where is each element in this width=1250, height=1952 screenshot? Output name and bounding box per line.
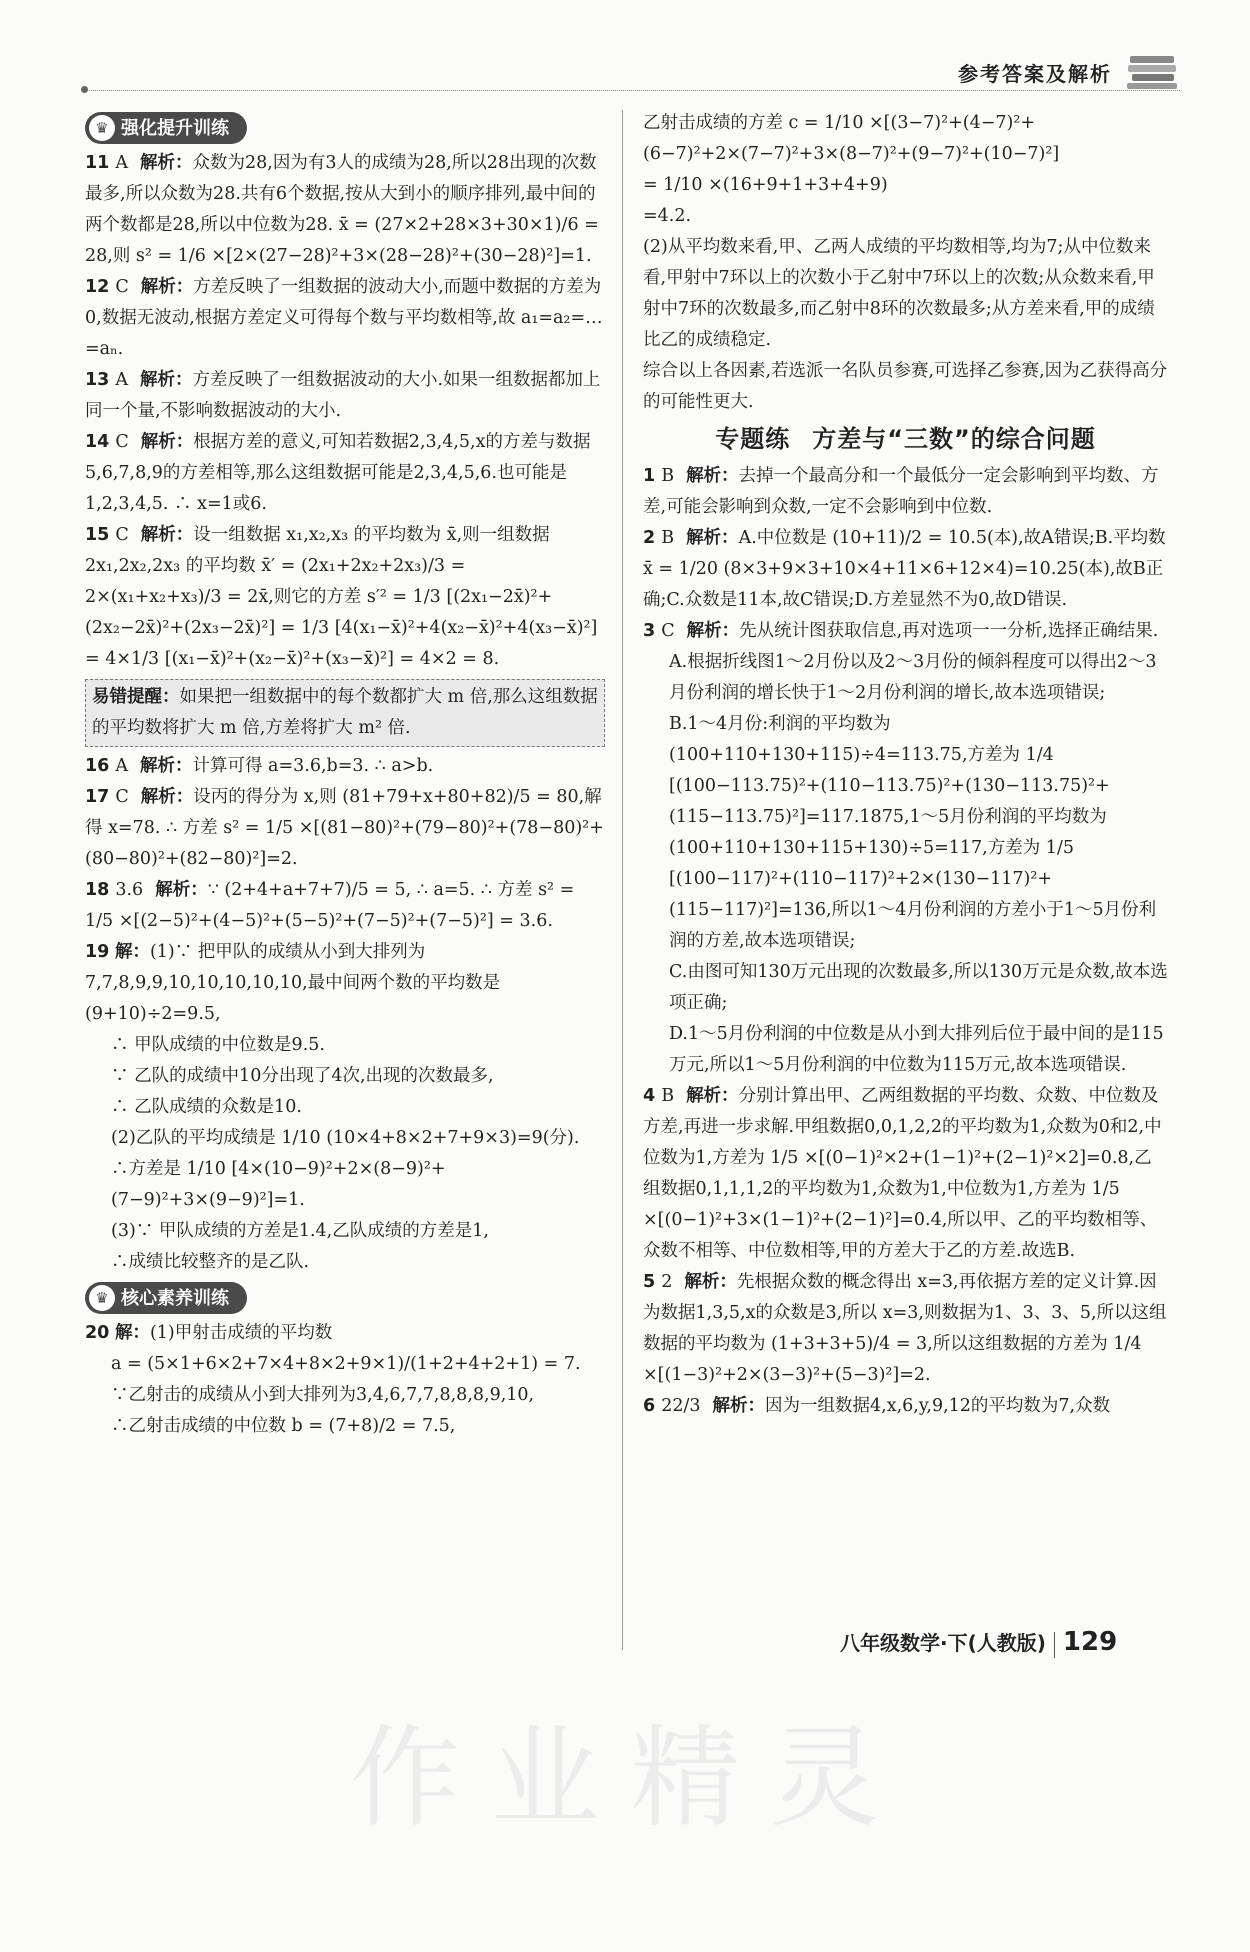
question-number: 3 xyxy=(643,621,656,641)
question-number: 20 xyxy=(85,1323,110,1343)
analysis-label: 解析： xyxy=(140,432,194,452)
section-banner-strengthen xyxy=(85,112,247,144)
section-title xyxy=(643,424,1168,455)
left-column xyxy=(85,108,605,1442)
solution-line: 乙射击成绩的方差 c = 1/10 ×[(3−7)²+(4−7)²+(6−7)²+2×(7−7)²+3×(8−7)²+(9−7)²+(10−7)²] xyxy=(643,113,1060,164)
column-divider xyxy=(622,110,623,1650)
answer-choice: B xyxy=(661,528,675,548)
analysis-label: 解析： xyxy=(140,370,193,390)
analysis-label: 解析： xyxy=(140,277,194,297)
solution-line: ∵ 乙队的成绩中10分出现了4次,出现的次数最多, xyxy=(111,1066,494,1086)
question-19 xyxy=(85,937,605,1278)
analysis-text: A.中位数是 (10+11)/2 = 10.5(本),故A错误;B.平均数 x̄ = 1/20 (8×3+9×3+10×4+11×6+12×4)=10.25(本),故B正确;C.众数是11本,故C错误;D.方差显然不为0,故D错误. xyxy=(643,528,1166,610)
analysis-label: 解析： xyxy=(686,621,740,641)
question-number: 14 xyxy=(85,432,110,452)
books-icon xyxy=(1126,52,1180,92)
analysis-label: 解析： xyxy=(155,880,208,900)
solution-line: (1)∵ 把甲队的成绩从小到大排列为7,7,8,9,9,10,10,10,10,10,最中间两个数的平均数是(9+10)÷2=9.5, xyxy=(85,942,501,1024)
analysis-label: 解析： xyxy=(684,1272,737,1292)
page-footer xyxy=(840,1627,1117,1658)
answer-choice: C xyxy=(661,621,675,641)
section-title-prefix: 专题练 xyxy=(715,425,791,453)
analysis-text: 计算可得 a=3.6,b=3. ∴ a>b. xyxy=(192,756,434,776)
answer-choice: A xyxy=(115,370,128,390)
answer-choice: B xyxy=(661,1086,675,1106)
tip-text: 如果把一组数据中的每个数都扩大 m 倍,那么这组数据的平均数将扩大 m 倍,方差将扩大 m² 倍. xyxy=(92,687,598,738)
section-banner-core xyxy=(85,1282,247,1314)
answer-choice: B xyxy=(661,466,675,486)
banner-label: 核心素养训练 xyxy=(121,1287,229,1309)
answer-choice: A xyxy=(115,153,128,173)
question-number: 2 xyxy=(643,528,656,548)
solution-line: ∴成绩比较整齐的是乙队. xyxy=(111,1252,310,1272)
analysis-label: 解析： xyxy=(140,153,193,173)
q3-options xyxy=(643,647,1168,1081)
answer-choice: 22/3 xyxy=(661,1396,701,1416)
analysis-label: 解析： xyxy=(140,787,194,807)
question-item xyxy=(643,1081,1168,1267)
question-item xyxy=(85,782,605,875)
question-item xyxy=(643,1267,1168,1391)
solution-line: ∵乙射击的成绩从小到大排列为3,4,6,7,7,8,8,8,9,10, xyxy=(111,1385,535,1405)
header-dot xyxy=(81,86,88,93)
solution-label: 解： xyxy=(114,1323,150,1343)
book-title: 八年级数学·下(人教版) xyxy=(840,1631,1046,1655)
answer-choice: 3.6 xyxy=(115,880,144,900)
question-number: 4 xyxy=(643,1086,656,1106)
answer-choice: C xyxy=(115,432,129,452)
tip-label: 易错提醒： xyxy=(92,687,180,707)
question-number: 17 xyxy=(85,787,110,807)
analysis-label: 解析： xyxy=(712,1396,765,1416)
option-line: D.1～5月份利润的中位数是从小到大排列后位于最中间的是115万元,所以1～5月份利润的中位数为115万元,故本选项错误. xyxy=(669,1024,1164,1075)
question-number: 1 xyxy=(643,466,656,486)
question-item xyxy=(643,1391,1168,1422)
solution-line: ∴乙射击成绩的中位数 b = (7+8)/2 = 7.5, xyxy=(111,1416,456,1436)
crown-icon: ♛ xyxy=(89,115,115,141)
footer-separator xyxy=(1054,1632,1055,1658)
question-20 xyxy=(85,1318,605,1442)
question-number: 18 xyxy=(85,880,110,900)
analysis-label: 解析： xyxy=(140,525,194,545)
solution-line: 综合以上各因素,若选派一名队员参赛,可选择乙参赛,因为乙获得高分的可能性更大. xyxy=(643,361,1168,412)
analysis-label: 解析： xyxy=(140,756,193,776)
analysis-text: 设一组数据 x₁,x₂,x₃ 的平均数为 x̄,则一组数据 2x₁,2x₂,2x₃ 的平均数 x̄′ = (2x₁+2x₂+2x₃)/3 = 2×(x₁+x₂+x₃)/3 = 2x̄,则它的方差 s′² = 1/3 [(2x₁−2x̄)²+(2x₂−2x̄)²+(2x₃−2x̄)²] = 1/3 [4(x₁−x̄)²+4(x₂−x̄)²+4(x₃−x̄)²] = 4×1/3 [(x₁−x̄)²+(x₂−x̄)²+(x₃−x̄)²] = 4×2 = 8. xyxy=(85,525,598,669)
analysis-label: 解析： xyxy=(686,466,739,486)
question-number: 16 xyxy=(85,756,110,776)
analysis-text: 先根据众数的概念得出 x=3,再依据方差的定义计算.因为数据1,3,5,x的众数是3,所以 x=3,则数据为1、3、3、5,所以这组数据的平均数为 (1+3+3+5)/4 = 3,所以这组数据的方差为 1/4 ×[(1−3)²+2×(3−3)²+(5−3)²]=2. xyxy=(643,1272,1167,1385)
header-title: 参考答案及解析 xyxy=(958,62,1112,86)
solution-line: (1)甲射击成绩的平均数 xyxy=(149,1323,333,1343)
crown-icon: ♛ xyxy=(89,1285,115,1311)
page-number: 129 xyxy=(1062,1627,1118,1657)
question-item xyxy=(85,365,605,427)
solution-line: = 1/10 ×(16+9+1+3+4+9) xyxy=(643,175,888,195)
answer-choice: C xyxy=(115,787,129,807)
question-item xyxy=(643,616,1168,647)
solution-line: (2)乙队的平均成绩是 1/10 (10×4+8×2+7+9×3)=9(分). xyxy=(111,1128,580,1148)
analysis-text: 先从统计图获取信息,再对选项一一分析,选择正确结果. xyxy=(739,621,1159,641)
solution-line: a = (5×1+6×2+7×4+8×2+9×1)/(1+2+4+2+1) = 7. xyxy=(111,1354,581,1374)
analysis-text: ∵ (2+4+a+7+7)/5 = 5, ∴ a=5. ∴ 方差 s² = 1/5 ×[(2−5)²+(4−5)²+(5−5)²+(7−5)²+(7−5)²] = 3.6. xyxy=(85,880,575,931)
solution-line: (3)∵ 甲队成绩的方差是1.4,乙队成绩的方差是1, xyxy=(111,1221,489,1241)
question-item xyxy=(85,520,605,675)
analysis-label: 解析： xyxy=(686,1086,739,1106)
solution-line: (2)从平均数来看,甲、乙两人成绩的平均数相等,均为7;从中位数来看,甲射中7环以上的次数小于乙射中7环以上的次数;从众数来看,甲射中7环的次数最多,而乙射中8环的次数最多;从方差来看,甲的成绩比乙的成绩稳定. xyxy=(643,237,1155,350)
question-number: 13 xyxy=(85,370,110,390)
option-line: C.由图可知130万元出现的次数最多,所以130万元是众数,故本选项正确; xyxy=(669,962,1168,1013)
question-number: 15 xyxy=(85,525,110,545)
page-header xyxy=(85,52,1180,92)
solution-line: ∴ 甲队成绩的中位数是9.5. xyxy=(111,1035,325,1055)
question-item xyxy=(85,875,605,937)
analysis-text: 去掉一个最高分和一个最低分一定会影响到平均数、方差,可能会影响到众数,一定不会影响到中位数. xyxy=(643,466,1159,517)
error-tip-box xyxy=(85,679,605,747)
q20-continuation xyxy=(643,108,1168,418)
solution-line: ∴ 乙队成绩的众数是10. xyxy=(111,1097,302,1117)
question-number: 6 xyxy=(643,1396,656,1416)
solution-line: ∴方差是 1/10 [4×(10−9)²+2×(8−9)²+(7−9)²+3×(9−9)²]=1. xyxy=(111,1159,446,1210)
answer-choice: A xyxy=(115,756,128,776)
question-item xyxy=(85,427,605,520)
answer-choice: 2 xyxy=(661,1272,673,1292)
watermark: 作业精灵 xyxy=(350,1714,910,1842)
answer-choice: C xyxy=(115,277,129,297)
analysis-text: 分别计算出甲、乙两组数据的平均数、众数、中位数及方差,再进一步求解.甲组数据0,0,1,2,2的平均数为1,众数为0和2,中位数为1,方差为 1/5 ×[(0−1)²×2+(1−1)²+(2−1)²×2]=0.8,乙组数据0,1,1,1,2的平均数为1,众数为1,中位数为1,方差为 1/5 ×[(0−1)²+3×(1−1)²+(2−1)²]=0.4,所以甲、乙的平均数相等、众数不相等、中位数相等,甲的方差大于乙的方差.故选B. xyxy=(643,1086,1162,1261)
option-line: B.1～4月份:利润的平均数为(100+110+130+115)÷4=113.75,方差为 1/4 [(100−113.75)²+(110−113.75)²+(130−113.75)²+(115−113.75)²]=117.1875,1～5月份利润的平均数为(100+110+130+115+130)÷5=117,方差为 1/5 [(100−117)²+(110−117)²+2×(130−117)²+(115−117)²]=136,所以1～4月份利润的方差小于1～5月份利润的方差,故本选项错误; xyxy=(669,714,1157,951)
question-item xyxy=(643,523,1168,616)
question-item xyxy=(85,751,605,782)
solution-line: =4.2. xyxy=(643,206,692,226)
question-number: 11 xyxy=(85,153,110,173)
question-number: 5 xyxy=(643,1272,656,1292)
header-rule xyxy=(85,90,1180,91)
solution-label: 解： xyxy=(114,942,150,962)
question-item xyxy=(85,272,605,365)
analysis-text: 众数为28,因为有3人的成绩为28,所以28出现的次数最多,所以众数为28.共有6个数据,按从大到小的顺序排列,最中间的两个数都是28,所以中位数为28. x̄ = (27×2+28×3+30×1)/6 = 28,则 s² = 1/6 ×[2×(27−28)²+3×(28−28)²+(30−28)²]=1. xyxy=(85,153,599,266)
analysis-label: 解析： xyxy=(686,528,739,548)
question-item xyxy=(643,461,1168,523)
answer-choice: C xyxy=(115,525,129,545)
question-item xyxy=(85,148,605,272)
option-line: A.根据折线图1～2月份以及2～3月份的倾斜程度可以得出2～3月份利润的增长快于1～2月份利润的增长,故本选项错误; xyxy=(669,652,1157,703)
section-title-main: 方差与“三数”的综合问题 xyxy=(812,425,1096,453)
question-number: 19 xyxy=(85,942,110,962)
analysis-text: 因为一组数据4,x,6,y,9,12的平均数为7,众数 xyxy=(765,1396,1111,1416)
analysis-text: 方差反映了一组数据波动的大小.如果一组数据都加上同一个量,不影响数据波动的大小. xyxy=(85,370,601,421)
analysis-text: 根据方差的意义,可知若数据2,3,4,5,x的方差与数据5,6,7,8,9的方差相等,那么这组数据可能是2,3,4,5,6.也可能是1,2,3,4,5. ∴ x=1或6. xyxy=(85,432,591,514)
banner-label: 强化提升训练 xyxy=(121,117,229,139)
analysis-text: 设丙的得分为 x,则 (81+79+x+80+82)/5 = 80,解得 x=78. ∴ 方差 s² = 1/5 ×[(81−80)²+(79−80)²+(78−80)²+(80−80)²+(82−80)²]=2. xyxy=(85,787,604,869)
question-number: 12 xyxy=(85,277,110,297)
analysis-text: 方差反映了一组数据的波动大小,而题中数据的方差为0,数据无波动,根据方差定义可得每个数与平均数相等,故 a₁=a₂=…=aₙ. xyxy=(85,277,603,359)
right-column xyxy=(643,108,1168,1422)
